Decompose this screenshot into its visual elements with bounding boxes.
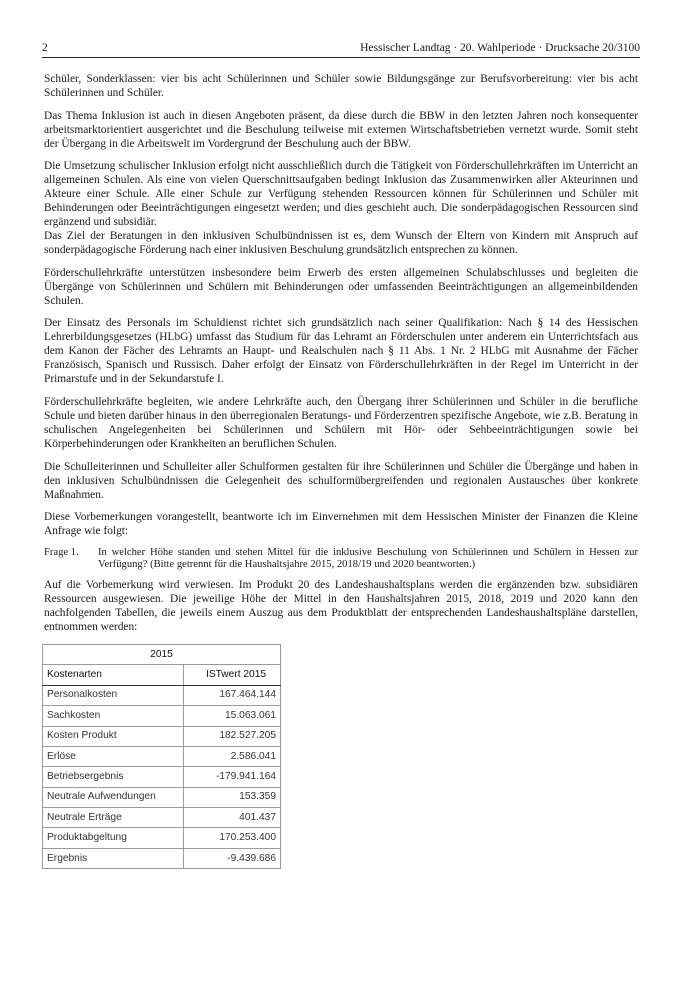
table-cell-value: 401.437 <box>184 808 281 828</box>
table-cell-value: -9.439.686 <box>184 848 281 868</box>
table-row <box>43 767 281 787</box>
table-cell-label: Erlöse <box>43 746 184 766</box>
table-cell-value: 167.464.144 <box>184 685 281 705</box>
cost-table <box>42 644 281 870</box>
table-row <box>43 685 281 705</box>
table-column-header-label: Kostenarten <box>43 665 184 686</box>
table-row <box>43 848 281 868</box>
paragraph: Der Einsatz des Personals im Schuldienst richtet sich grundsätzlich nach seiner Qualifikation: Nach § 14 des Hessischen Lehrerbildungsgesetzes (HLbG) umfasst das Studium für das Lehramt an Förderschulen unter anderem ein Unterrichtsfach aus dem Kanon der Fächer des Lehramts an Haupt- und Realschulen nach § 11 Abs. 1 Nr. 2 HLbG mit Ausnahme der Fächer Französisch, Spanisch und Russisch. Daher erfolgt der Einsatz von Förderschullehrkräften in der Regel im Unterricht in der Primarstufe und in der Sekundarstufe I. <box>44 317 638 386</box>
table-row <box>43 828 281 848</box>
table-cell-label: Personalkosten <box>43 685 184 705</box>
paragraph: Schüler, Sonderklassen: vier bis acht Schülerinnen und Schüler sowie Bildungsgänge zur Berufsvorbereitung: vier bis acht Schülerinnen und Schüler. <box>44 73 638 99</box>
paragraph: Das Thema Inklusion ist auch in diesen Angeboten präsent, da diese durch die BBW in den letzten Jahren noch konsequenter arbeitsmarktorientiert ausgerichtet und die Beschulung teilweise mit externen Wirtschaftsbetrieben vernetzt wurde. Somit steht der Übergang in die Arbeitswelt im Vordergrund der Beschulung auch der BBW. <box>44 109 638 150</box>
question-text: In welcher Höhe standen und stehen Mittel für die inklusive Beschulung von Schülerinnen und Schülern in Hessen zur Verfügung? (Bitte getrennt für die Haushaltsjahre 2015, 2018/19 und 2020 beantworten.) <box>98 546 638 571</box>
table-row <box>43 746 281 766</box>
table-cell-label: Sachkosten <box>43 706 184 726</box>
paragraph: Diese Vorbemerkungen vorangestellt, beantworte ich im Einvernehmen mit dem Hessischen Minister der Finanzen die Kleine Anfrage wie folgt: <box>44 511 638 538</box>
paragraph: Förderschullehrkräfte begleiten, wie andere Lehrkräfte auch, den Übergang ihrer Schülerinnen und Schüler in die berufliche Schule und bieten darüber hinaus in den überregionalen Beratungs- und Förderzentren spezifische Angebote, wie z.B. Beratung in schulischen Angelegenheiten bei Schülerinnen und Schülern mit Hör- oder Sehbeeinträchtigungen sowie bei Körperbehinderungen oder Krankheiten an beruflichen Schulen. <box>44 395 638 450</box>
question-block <box>44 547 638 572</box>
answer-paragraph: Auf die Vorbemerkung wird verwiesen. Im Produkt 20 des Landeshaushaltsplans werden die ergänzenden bzw. subsidiären Ressourcen ausgewiesen. Die jeweilige Höhe der Mittel in den Haushaltsjahren 2015, 2018, 2019 und 2020 kann den nachfolgenden Tabellen, die jeweils einem Auszug aus dem Produktblatt der entsprechenden Landeshaushaltspläne darstellen, entnommen werden: <box>44 578 638 633</box>
table-cell-value: 170.253.400 <box>184 828 281 848</box>
table-row <box>43 808 281 828</box>
paragraph: Förderschullehrkräfte unterstützen insbesondere beim Erwerb des ersten allgemeinen Schulabschlusses und begleiten die Übergänge von Schülerinnen und Schülern mit Behinderungen oder umfassenden Beeinträchtigungen an allgemeinbildenden Schulen. <box>44 266 638 307</box>
table-cell-value: 2.586.041 <box>184 746 281 766</box>
paragraph: Das Ziel der Beratungen in den inklusiven Schulbündnissen ist es, dem Wunsch der Eltern von Kindern mit Anspruch auf sonderpädagogische Förderung nach einer inklusiven Beschulung grundsätzlich entsprechen zu können. <box>44 230 638 257</box>
table-cell-label: Kosten Produkt <box>43 726 184 746</box>
table-row <box>43 706 281 726</box>
table-column-header-value: ISTwert 2015 <box>184 665 281 686</box>
running-header: Hessischer Landtag · 20. Wahlperiode · Drucksache 20/3100 <box>360 42 640 54</box>
table-cell-value: 182.527.205 <box>184 726 281 746</box>
table-cell-label: Betriebsergebnis <box>43 767 184 787</box>
table-row <box>43 726 281 746</box>
question-label: Frage 1. <box>44 546 79 558</box>
table-year-header: 2015 <box>43 644 281 665</box>
table-cell-value: 15.063.061 <box>184 706 281 726</box>
table-cell-label: Neutrale Aufwendungen <box>43 787 184 807</box>
table-row <box>43 787 281 807</box>
table-cell-value: -179.941.164 <box>184 767 281 787</box>
document-body <box>44 72 638 869</box>
table-cell-label: Neutrale Erträge <box>43 808 184 828</box>
paragraph: Die Schulleiterinnen und Schulleiter aller Schulformen gestalten für ihre Schülerinnen und Schüler die Übergänge und haben in den inklusiven Schulbündnissen die Gelegenheit des schulformübergreifenden und regionalen Austausches über konkrete Maßnahmen. <box>44 460 638 501</box>
paragraph: Die Umsetzung schulischer Inklusion erfolgt nicht ausschließlich durch die Tätigkeit von Förderschullehrkräften im Unterricht an allgemeinen Schulen. Als eine von vielen Querschnittsaufgaben bedingt Inklusion das Zusammenwirken aller Akteurinnen und Akteure einer Schule. Alle einer Schule zur Verfügung stehenden Ressourcen können für Schülerinnen und Schüler mit Behinderungen oder Beeinträchtigungen eingesetzt werden; und dies geschieht auch. Die sonderpädagogischen Ressourcen sind ergänzend und subsidiär. <box>44 160 638 229</box>
page-number: 2 <box>42 42 48 54</box>
table-cell-label: Produktabgeltung <box>43 828 184 848</box>
page-header <box>42 42 640 58</box>
table-cell-label: Ergebnis <box>43 848 184 868</box>
table-cell-value: 153.359 <box>184 787 281 807</box>
header-rule <box>42 57 640 58</box>
